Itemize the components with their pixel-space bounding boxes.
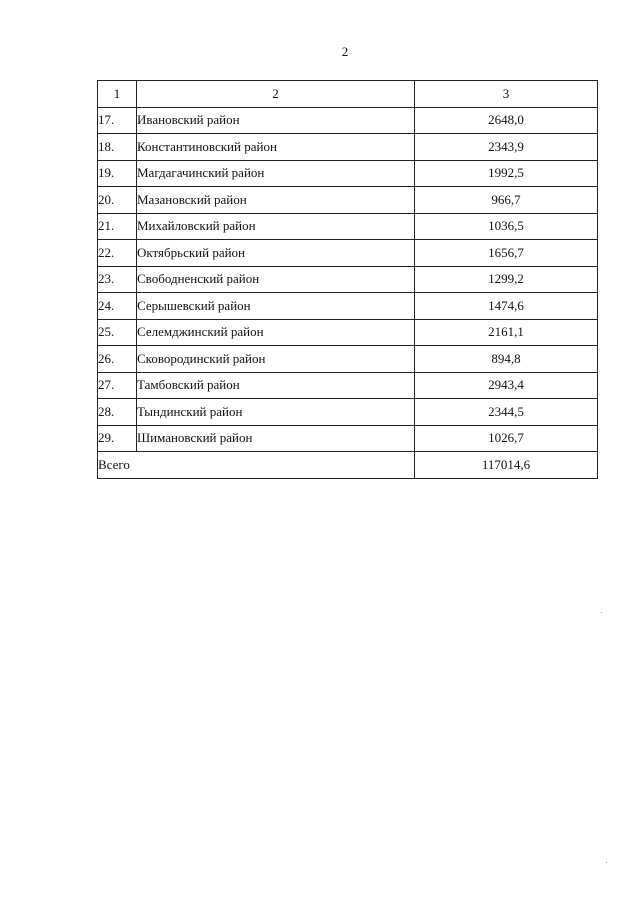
districts-table bbox=[97, 80, 598, 479]
table-row bbox=[98, 372, 598, 399]
scan-speck bbox=[601, 612, 602, 613]
table-row bbox=[98, 266, 598, 293]
district-name: Свободненский район bbox=[137, 266, 415, 293]
district-value: 2343,9 bbox=[415, 134, 598, 161]
district-value: 2344,5 bbox=[415, 399, 598, 426]
district-value: 1656,7 bbox=[415, 240, 598, 267]
district-value: 2648,0 bbox=[415, 107, 598, 134]
district-value: 966,7 bbox=[415, 187, 598, 214]
district-name: Магдагачинский район bbox=[137, 160, 415, 187]
table-row bbox=[98, 107, 598, 134]
district-value: 894,8 bbox=[415, 346, 598, 373]
row-number: 18. bbox=[98, 134, 137, 161]
total-row bbox=[98, 452, 598, 479]
district-value: 1036,5 bbox=[415, 213, 598, 240]
table-row bbox=[98, 240, 598, 267]
district-name: Тындинский район bbox=[137, 399, 415, 426]
row-number: 20. bbox=[98, 187, 137, 214]
district-value: 2943,4 bbox=[415, 372, 598, 399]
table-row bbox=[98, 346, 598, 373]
row-number: 19. bbox=[98, 160, 137, 187]
district-name: Михайловский район bbox=[137, 213, 415, 240]
row-number: 24. bbox=[98, 293, 137, 320]
header-col-1: 1 bbox=[98, 81, 137, 108]
table-row bbox=[98, 319, 598, 346]
header-col-2: 2 bbox=[137, 81, 415, 108]
district-name: Мазановский район bbox=[137, 187, 415, 214]
district-name: Сковородинский район bbox=[137, 346, 415, 373]
row-number: 17. bbox=[98, 107, 137, 134]
row-number: 27. bbox=[98, 372, 137, 399]
row-number: 22. bbox=[98, 240, 137, 267]
district-name: Октябрьский район bbox=[137, 240, 415, 267]
row-number: 23. bbox=[98, 266, 137, 293]
table-row bbox=[98, 425, 598, 452]
table-body bbox=[98, 81, 598, 479]
table-header-row bbox=[98, 81, 598, 108]
page-number: 2 bbox=[341, 44, 349, 59]
district-name: Константиновский район bbox=[137, 134, 415, 161]
table-row bbox=[98, 187, 598, 214]
row-number: 25. bbox=[98, 319, 137, 346]
scan-speck bbox=[606, 862, 607, 863]
table-row bbox=[98, 399, 598, 426]
district-value: 1026,7 bbox=[415, 425, 598, 452]
district-name: Тамбовский район bbox=[137, 372, 415, 399]
table-row bbox=[98, 160, 598, 187]
district-value: 1299,2 bbox=[415, 266, 598, 293]
district-name: Ивановский район bbox=[137, 107, 415, 134]
district-value: 1474,6 bbox=[415, 293, 598, 320]
district-name: Серышевский район bbox=[137, 293, 415, 320]
total-value: 117014,6 bbox=[415, 452, 598, 479]
total-label: Всего bbox=[98, 452, 415, 479]
district-name: Шимановский район bbox=[137, 425, 415, 452]
table-row bbox=[98, 134, 598, 161]
district-name: Селемджинский район bbox=[137, 319, 415, 346]
table-row bbox=[98, 213, 598, 240]
header-col-3: 3 bbox=[415, 81, 598, 108]
district-value: 2161,1 bbox=[415, 319, 598, 346]
row-number: 26. bbox=[98, 346, 137, 373]
row-number: 28. bbox=[98, 399, 137, 426]
table-row bbox=[98, 293, 598, 320]
row-number: 29. bbox=[98, 425, 137, 452]
district-value: 1992,5 bbox=[415, 160, 598, 187]
row-number: 21. bbox=[98, 213, 137, 240]
